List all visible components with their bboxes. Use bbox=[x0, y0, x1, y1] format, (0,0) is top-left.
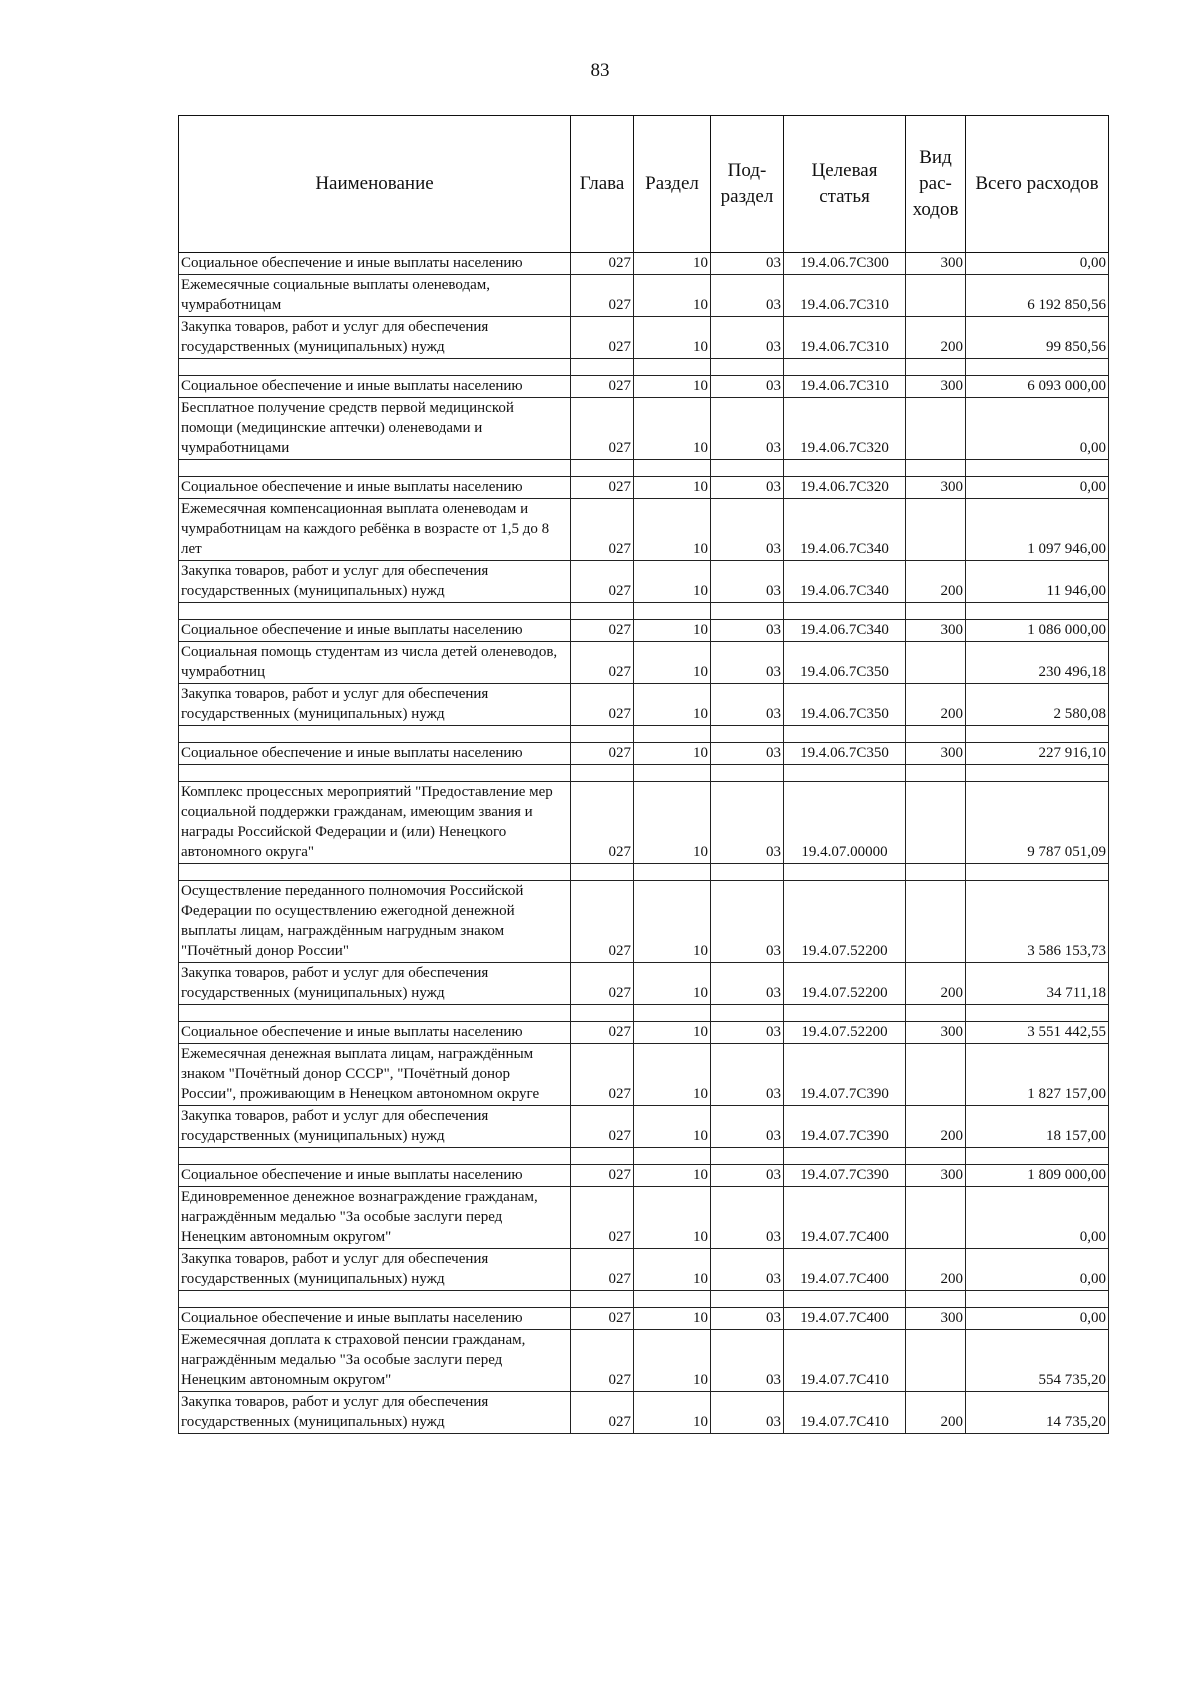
cell-vid: 200 bbox=[906, 1249, 966, 1291]
table-row-spacer bbox=[179, 765, 1109, 782]
cell-vid bbox=[906, 275, 966, 317]
table-row bbox=[179, 1249, 1109, 1291]
cell-total: 230 496,18 bbox=[966, 642, 1109, 684]
table-row-spacer bbox=[179, 603, 1109, 620]
table-row bbox=[179, 620, 1109, 642]
cell-podrazdel: 03 bbox=[711, 499, 784, 561]
cell-statya: 19.4.06.7С340 bbox=[784, 499, 906, 561]
cell-total: 0,00 bbox=[966, 398, 1109, 460]
cell-vid: 200 bbox=[906, 963, 966, 1005]
cell-name: Социальная помощь студентам из числа детей оленеводов, чумработниц bbox=[179, 642, 571, 684]
cell-name: Социальное обеспечение и иные выплаты населению bbox=[179, 1308, 571, 1330]
cell-podrazdel: 03 bbox=[711, 881, 784, 963]
cell-total: 18 157,00 bbox=[966, 1106, 1109, 1148]
cell-podrazdel: 03 bbox=[711, 398, 784, 460]
cell-vid bbox=[906, 398, 966, 460]
cell-name: Социальное обеспечение и иные выплаты населению bbox=[179, 253, 571, 275]
spacer-cell bbox=[906, 1148, 966, 1165]
cell-razdel: 10 bbox=[634, 642, 711, 684]
cell-glava: 027 bbox=[571, 275, 634, 317]
cell-vid: 300 bbox=[906, 376, 966, 398]
spacer-cell bbox=[711, 765, 784, 782]
cell-name: Ежемесячная доплата к страховой пенсии гражданам, награждённым медалью "За особые заслуги перед Ненецким автономным округом" bbox=[179, 1330, 571, 1392]
cell-statya: 19.4.06.7С350 bbox=[784, 743, 906, 765]
cell-statya: 19.4.07.7С390 bbox=[784, 1106, 906, 1148]
cell-statya: 19.4.07.7С400 bbox=[784, 1249, 906, 1291]
table-row bbox=[179, 317, 1109, 359]
cell-total: 1 809 000,00 bbox=[966, 1165, 1109, 1187]
spacer-cell bbox=[711, 1148, 784, 1165]
cell-total: 34 711,18 bbox=[966, 963, 1109, 1005]
cell-total: 0,00 bbox=[966, 1308, 1109, 1330]
spacer-cell bbox=[906, 1005, 966, 1022]
cell-razdel: 10 bbox=[634, 684, 711, 726]
cell-glava: 027 bbox=[571, 1022, 634, 1044]
spacer-cell bbox=[784, 1005, 906, 1022]
cell-name: Социальное обеспечение и иные выплаты населению bbox=[179, 620, 571, 642]
cell-total: 14 735,20 bbox=[966, 1392, 1109, 1434]
cell-glava: 027 bbox=[571, 963, 634, 1005]
cell-total: 0,00 bbox=[966, 1249, 1109, 1291]
table-row bbox=[179, 1044, 1109, 1106]
cell-podrazdel: 03 bbox=[711, 376, 784, 398]
table-row bbox=[179, 1022, 1109, 1044]
spacer-cell bbox=[784, 1148, 906, 1165]
spacer-cell bbox=[711, 1005, 784, 1022]
spacer-cell bbox=[634, 864, 711, 881]
cell-name: Социальное обеспечение и иные выплаты населению bbox=[179, 743, 571, 765]
spacer-cell bbox=[906, 359, 966, 376]
cell-name: Осуществление переданного полномочия Российской Федерации по осуществлению ежегодной денежной выплаты лицам, награждённым нагрудным знаком "Почётный донор России" bbox=[179, 881, 571, 963]
spacer-cell bbox=[906, 1291, 966, 1308]
cell-statya: 19.4.07.7С410 bbox=[784, 1330, 906, 1392]
spacer-cell bbox=[571, 460, 634, 477]
table-row-spacer bbox=[179, 1291, 1109, 1308]
header-podrazdel: Под- раздел bbox=[711, 116, 784, 253]
cell-total: 1 827 157,00 bbox=[966, 1044, 1109, 1106]
cell-name: Закупка товаров, работ и услуг для обеспечения государственных (муниципальных) нужд bbox=[179, 317, 571, 359]
header-name: Наименование bbox=[179, 116, 571, 253]
spacer-cell bbox=[906, 864, 966, 881]
spacer-cell bbox=[966, 359, 1109, 376]
cell-vid bbox=[906, 1330, 966, 1392]
cell-vid bbox=[906, 1044, 966, 1106]
cell-podrazdel: 03 bbox=[711, 782, 784, 864]
cell-name: Закупка товаров, работ и услуг для обеспечения государственных (муниципальных) нужд bbox=[179, 1249, 571, 1291]
spacer-cell bbox=[711, 726, 784, 743]
cell-statya: 19.4.06.7С350 bbox=[784, 684, 906, 726]
cell-glava: 027 bbox=[571, 376, 634, 398]
table-row bbox=[179, 743, 1109, 765]
cell-vid bbox=[906, 782, 966, 864]
page-number: 83 bbox=[590, 60, 610, 81]
spacer-cell bbox=[179, 864, 571, 881]
spacer-cell bbox=[966, 765, 1109, 782]
cell-razdel: 10 bbox=[634, 881, 711, 963]
table-row bbox=[179, 477, 1109, 499]
cell-podrazdel: 03 bbox=[711, 1330, 784, 1392]
spacer-cell bbox=[966, 1291, 1109, 1308]
spacer-cell bbox=[711, 603, 784, 620]
cell-razdel: 10 bbox=[634, 620, 711, 642]
cell-glava: 027 bbox=[571, 1165, 634, 1187]
cell-vid: 300 bbox=[906, 1308, 966, 1330]
cell-podrazdel: 03 bbox=[711, 684, 784, 726]
cell-vid: 300 bbox=[906, 1022, 966, 1044]
cell-podrazdel: 03 bbox=[711, 1392, 784, 1434]
cell-glava: 027 bbox=[571, 1044, 634, 1106]
spacer-cell bbox=[906, 765, 966, 782]
cell-razdel: 10 bbox=[634, 499, 711, 561]
spacer-cell bbox=[784, 1291, 906, 1308]
table-row bbox=[179, 376, 1109, 398]
cell-statya: 19.4.06.7С310 bbox=[784, 376, 906, 398]
table-row bbox=[179, 561, 1109, 603]
spacer-cell bbox=[784, 726, 906, 743]
spacer-cell bbox=[179, 726, 571, 743]
spacer-cell bbox=[571, 864, 634, 881]
cell-podrazdel: 03 bbox=[711, 1022, 784, 1044]
cell-statya: 19.4.06.7С320 bbox=[784, 477, 906, 499]
cell-vid: 300 bbox=[906, 743, 966, 765]
cell-statya: 19.4.07.7С400 bbox=[784, 1308, 906, 1330]
cell-name: Комплекс процессных мероприятий "Предоставление мер социальной поддержки гражданам, имеющим звания и награды Российской Федерации и (или) Ненецкого автономного округа" bbox=[179, 782, 571, 864]
spacer-cell bbox=[634, 765, 711, 782]
table-row bbox=[179, 1165, 1109, 1187]
cell-name: Бесплатное получение средств первой медицинской помощи (медицинские аптечки) оленеводами и чумработницами bbox=[179, 398, 571, 460]
spacer-cell bbox=[966, 460, 1109, 477]
table-row bbox=[179, 1187, 1109, 1249]
cell-glava: 027 bbox=[571, 499, 634, 561]
cell-glava: 027 bbox=[571, 620, 634, 642]
cell-statya: 19.4.07.7С400 bbox=[784, 1187, 906, 1249]
table-row bbox=[179, 253, 1109, 275]
spacer-cell bbox=[634, 726, 711, 743]
spacer-cell bbox=[906, 603, 966, 620]
spacer-cell bbox=[571, 726, 634, 743]
cell-podrazdel: 03 bbox=[711, 1187, 784, 1249]
cell-total: 0,00 bbox=[966, 253, 1109, 275]
spacer-cell bbox=[179, 1291, 571, 1308]
cell-vid bbox=[906, 881, 966, 963]
cell-razdel: 10 bbox=[634, 376, 711, 398]
spacer-cell bbox=[784, 460, 906, 477]
cell-podrazdel: 03 bbox=[711, 1106, 784, 1148]
cell-vid: 300 bbox=[906, 477, 966, 499]
cell-glava: 027 bbox=[571, 1308, 634, 1330]
cell-glava: 027 bbox=[571, 317, 634, 359]
cell-total: 1 097 946,00 bbox=[966, 499, 1109, 561]
cell-name: Социальное обеспечение и иные выплаты населению bbox=[179, 1165, 571, 1187]
spacer-cell bbox=[784, 765, 906, 782]
cell-razdel: 10 bbox=[634, 782, 711, 864]
cell-total: 6 093 000,00 bbox=[966, 376, 1109, 398]
spacer-cell bbox=[634, 460, 711, 477]
spacer-cell bbox=[966, 1005, 1109, 1022]
spacer-cell bbox=[906, 460, 966, 477]
cell-razdel: 10 bbox=[634, 963, 711, 1005]
cell-statya: 19.4.07.52200 bbox=[784, 963, 906, 1005]
cell-vid: 300 bbox=[906, 620, 966, 642]
cell-razdel: 10 bbox=[634, 743, 711, 765]
expenditure-table bbox=[178, 115, 1109, 1434]
spacer-cell bbox=[906, 726, 966, 743]
spacer-cell bbox=[179, 1005, 571, 1022]
table-row bbox=[179, 642, 1109, 684]
cell-vid: 300 bbox=[906, 1165, 966, 1187]
table-row bbox=[179, 963, 1109, 1005]
cell-glava: 027 bbox=[571, 561, 634, 603]
spacer-cell bbox=[966, 726, 1109, 743]
cell-statya: 19.4.06.7С340 bbox=[784, 620, 906, 642]
spacer-cell bbox=[711, 460, 784, 477]
cell-vid: 300 bbox=[906, 253, 966, 275]
cell-podrazdel: 03 bbox=[711, 1249, 784, 1291]
cell-total: 3 586 153,73 bbox=[966, 881, 1109, 963]
cell-podrazdel: 03 bbox=[711, 317, 784, 359]
spacer-cell bbox=[179, 765, 571, 782]
cell-total: 2 580,08 bbox=[966, 684, 1109, 726]
cell-statya: 19.4.07.7С390 bbox=[784, 1044, 906, 1106]
cell-name: Закупка товаров, работ и услуг для обеспечения государственных (муниципальных) нужд bbox=[179, 1106, 571, 1148]
table-row bbox=[179, 275, 1109, 317]
spacer-cell bbox=[634, 603, 711, 620]
cell-razdel: 10 bbox=[634, 253, 711, 275]
spacer-cell bbox=[634, 1005, 711, 1022]
cell-razdel: 10 bbox=[634, 1044, 711, 1106]
spacer-cell bbox=[784, 603, 906, 620]
table-row-spacer bbox=[179, 864, 1109, 881]
cell-razdel: 10 bbox=[634, 398, 711, 460]
spacer-cell bbox=[966, 1148, 1109, 1165]
cell-name: Закупка товаров, работ и услуг для обеспечения государственных (муниципальных) нужд bbox=[179, 684, 571, 726]
cell-razdel: 10 bbox=[634, 275, 711, 317]
cell-name: Ежемесячная денежная выплата лицам, награждённым знаком "Почётный донор СССР", "Почётный донор России", проживающим в Ненецком автономном округе bbox=[179, 1044, 571, 1106]
cell-name: Социальное обеспечение и иные выплаты населению bbox=[179, 1022, 571, 1044]
cell-glava: 027 bbox=[571, 642, 634, 684]
spacer-cell bbox=[711, 1291, 784, 1308]
cell-podrazdel: 03 bbox=[711, 1165, 784, 1187]
cell-vid bbox=[906, 499, 966, 561]
header-glava: Глава bbox=[571, 116, 634, 253]
header-vid: Вид рас- ходов bbox=[906, 116, 966, 253]
cell-glava: 027 bbox=[571, 1249, 634, 1291]
cell-total: 11 946,00 bbox=[966, 561, 1109, 603]
cell-vid: 200 bbox=[906, 1106, 966, 1148]
table-row bbox=[179, 1308, 1109, 1330]
cell-razdel: 10 bbox=[634, 317, 711, 359]
cell-glava: 027 bbox=[571, 477, 634, 499]
table-row bbox=[179, 1106, 1109, 1148]
cell-name: Закупка товаров, работ и услуг для обеспечения государственных (муниципальных) нужд bbox=[179, 963, 571, 1005]
cell-name: Закупка товаров, работ и услуг для обеспечения государственных (муниципальных) нужд bbox=[179, 1392, 571, 1434]
cell-glava: 027 bbox=[571, 881, 634, 963]
cell-razdel: 10 bbox=[634, 1165, 711, 1187]
cell-podrazdel: 03 bbox=[711, 642, 784, 684]
table-row-spacer bbox=[179, 460, 1109, 477]
cell-total: 1 086 000,00 bbox=[966, 620, 1109, 642]
spacer-cell bbox=[571, 359, 634, 376]
spacer-cell bbox=[711, 359, 784, 376]
spacer-cell bbox=[179, 460, 571, 477]
spacer-cell bbox=[784, 359, 906, 376]
cell-total: 9 787 051,09 bbox=[966, 782, 1109, 864]
table-header-row bbox=[179, 116, 1109, 253]
cell-razdel: 10 bbox=[634, 561, 711, 603]
cell-glava: 027 bbox=[571, 1187, 634, 1249]
spacer-cell bbox=[571, 603, 634, 620]
table-row-spacer bbox=[179, 359, 1109, 376]
cell-podrazdel: 03 bbox=[711, 253, 784, 275]
cell-podrazdel: 03 bbox=[711, 275, 784, 317]
cell-vid: 200 bbox=[906, 317, 966, 359]
cell-statya: 19.4.06.7С340 bbox=[784, 561, 906, 603]
cell-statya: 19.4.06.7С350 bbox=[784, 642, 906, 684]
cell-glava: 027 bbox=[571, 743, 634, 765]
cell-razdel: 10 bbox=[634, 1249, 711, 1291]
cell-razdel: 10 bbox=[634, 1330, 711, 1392]
header-razdel: Раздел bbox=[634, 116, 711, 253]
spacer-cell bbox=[966, 864, 1109, 881]
spacer-cell bbox=[179, 359, 571, 376]
cell-podrazdel: 03 bbox=[711, 1044, 784, 1106]
spacer-cell bbox=[571, 1291, 634, 1308]
cell-glava: 027 bbox=[571, 1392, 634, 1434]
cell-statya: 19.4.07.7С390 bbox=[784, 1165, 906, 1187]
cell-total: 3 551 442,55 bbox=[966, 1022, 1109, 1044]
table-row-spacer bbox=[179, 726, 1109, 743]
cell-total: 227 916,10 bbox=[966, 743, 1109, 765]
cell-total: 554 735,20 bbox=[966, 1330, 1109, 1392]
header-total: Всего расходов bbox=[966, 116, 1109, 253]
table-row-spacer bbox=[179, 1005, 1109, 1022]
cell-glava: 027 bbox=[571, 684, 634, 726]
spacer-cell bbox=[571, 1148, 634, 1165]
cell-vid: 200 bbox=[906, 1392, 966, 1434]
cell-statya: 19.4.07.00000 bbox=[784, 782, 906, 864]
table-row bbox=[179, 881, 1109, 963]
table-row bbox=[179, 782, 1109, 864]
cell-razdel: 10 bbox=[634, 477, 711, 499]
cell-razdel: 10 bbox=[634, 1392, 711, 1434]
table-row bbox=[179, 1330, 1109, 1392]
cell-statya: 19.4.06.7С300 bbox=[784, 253, 906, 275]
table-row bbox=[179, 398, 1109, 460]
header-statya: Целевая статья bbox=[784, 116, 906, 253]
table-row bbox=[179, 684, 1109, 726]
table-row bbox=[179, 499, 1109, 561]
table-row-spacer bbox=[179, 1148, 1109, 1165]
cell-name: Ежемесячная компенсационная выплата оленеводам и чумработницам на каждого ребёнка в возрасте от 1,5 до 8 лет bbox=[179, 499, 571, 561]
cell-vid bbox=[906, 642, 966, 684]
cell-glava: 027 bbox=[571, 1330, 634, 1392]
cell-statya: 19.4.06.7С310 bbox=[784, 317, 906, 359]
spacer-cell bbox=[634, 1291, 711, 1308]
cell-podrazdel: 03 bbox=[711, 561, 784, 603]
cell-statya: 19.4.07.52200 bbox=[784, 881, 906, 963]
spacer-cell bbox=[634, 359, 711, 376]
spacer-cell bbox=[571, 1005, 634, 1022]
table-row bbox=[179, 1392, 1109, 1434]
cell-podrazdel: 03 bbox=[711, 743, 784, 765]
cell-name: Социальное обеспечение и иные выплаты населению bbox=[179, 477, 571, 499]
spacer-cell bbox=[784, 864, 906, 881]
spacer-cell bbox=[711, 864, 784, 881]
cell-glava: 027 bbox=[571, 1106, 634, 1148]
cell-glava: 027 bbox=[571, 253, 634, 275]
cell-name: Единовременное денежное вознаграждение гражданам, награждённым медалью "За особые заслуги перед Ненецким автономным округом" bbox=[179, 1187, 571, 1249]
spacer-cell bbox=[571, 765, 634, 782]
cell-statya: 19.4.06.7С310 bbox=[784, 275, 906, 317]
cell-podrazdel: 03 bbox=[711, 1308, 784, 1330]
cell-vid bbox=[906, 1187, 966, 1249]
spacer-cell bbox=[966, 603, 1109, 620]
cell-statya: 19.4.07.7С410 bbox=[784, 1392, 906, 1434]
cell-razdel: 10 bbox=[634, 1308, 711, 1330]
cell-name: Социальное обеспечение и иные выплаты населению bbox=[179, 376, 571, 398]
cell-glava: 027 bbox=[571, 782, 634, 864]
cell-vid: 200 bbox=[906, 561, 966, 603]
cell-vid: 200 bbox=[906, 684, 966, 726]
cell-podrazdel: 03 bbox=[711, 477, 784, 499]
cell-name: Ежемесячные социальные выплаты оленеводам, чумработницам bbox=[179, 275, 571, 317]
cell-total: 6 192 850,56 bbox=[966, 275, 1109, 317]
cell-razdel: 10 bbox=[634, 1022, 711, 1044]
cell-statya: 19.4.07.52200 bbox=[784, 1022, 906, 1044]
cell-total: 0,00 bbox=[966, 477, 1109, 499]
cell-podrazdel: 03 bbox=[711, 620, 784, 642]
cell-total: 0,00 bbox=[966, 1187, 1109, 1249]
cell-podrazdel: 03 bbox=[711, 963, 784, 1005]
cell-razdel: 10 bbox=[634, 1187, 711, 1249]
cell-razdel: 10 bbox=[634, 1106, 711, 1148]
cell-name: Закупка товаров, работ и услуг для обеспечения государственных (муниципальных) нужд bbox=[179, 561, 571, 603]
spacer-cell bbox=[634, 1148, 711, 1165]
cell-statya: 19.4.06.7С320 bbox=[784, 398, 906, 460]
spacer-cell bbox=[179, 603, 571, 620]
spacer-cell bbox=[179, 1148, 571, 1165]
table-body bbox=[179, 253, 1109, 1434]
cell-glava: 027 bbox=[571, 398, 634, 460]
cell-total: 99 850,56 bbox=[966, 317, 1109, 359]
